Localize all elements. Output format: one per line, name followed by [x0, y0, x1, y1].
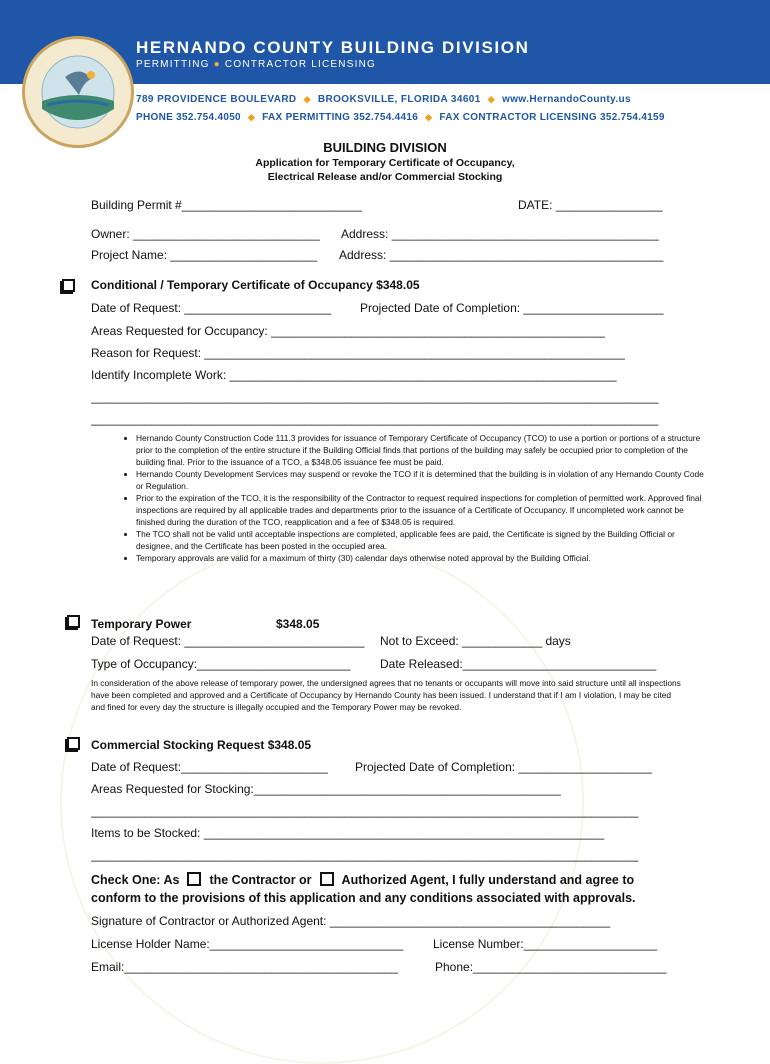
phone-number: PHONE 352.754.4050	[136, 112, 241, 123]
authorized-agent-checkbox[interactable]	[320, 872, 334, 886]
phone-field[interactable]: Phone:_____________________________	[435, 960, 667, 974]
stocking-projected-completion-field[interactable]: Projected Date of Completion: ____________________	[355, 760, 652, 774]
address-line	[136, 94, 631, 105]
project-name-field[interactable]: Project Name: ______________________	[91, 248, 318, 262]
license-holder-field[interactable]: License Holder Name:_____________________________	[91, 937, 404, 951]
fax-contractor: FAX CONTRACTOR LICENSING 352.754.4159	[439, 112, 665, 123]
check-one-label: Check One: As	[91, 873, 180, 887]
temporary-power-title: Temporary Power	[91, 617, 192, 631]
email-field[interactable]: Email:_________________________________________	[91, 960, 398, 974]
diamond-icon: ◆	[425, 112, 433, 122]
county-seal	[22, 36, 134, 148]
power-date-of-request-field[interactable]: Date of Request: ___________________________	[91, 634, 365, 648]
tco-reason-field[interactable]: Reason for Request: _______________________________________________________________	[91, 346, 625, 360]
temporary-power-fee: $348.05	[276, 617, 320, 631]
signature-field[interactable]: Signature of Contractor or Authorized Agent: __________________________________________	[91, 914, 611, 928]
tco-section-title: Conditional / Temporary Certificate of Occupancy $348.05	[91, 278, 420, 292]
diamond-icon: ◆	[247, 112, 256, 122]
subtitle-licensing: CONTRACTOR LICENSING	[224, 59, 376, 70]
power-not-to-exceed-field[interactable]: Not to Exceed: ____________ days	[380, 634, 571, 648]
owner-field[interactable]: Owner: ____________________________	[91, 227, 320, 241]
diamond-icon: ◆	[303, 94, 311, 104]
tco-areas-field[interactable]: Areas Requested for Occupancy: __________________________________________________	[91, 324, 605, 338]
document-subheading-1: Application for Temporary Certificate of Occupancy,	[255, 157, 515, 169]
tco-checkbox[interactable]	[62, 279, 75, 292]
date-field[interactable]: DATE: ________________	[518, 198, 663, 212]
agent-label: Authorized Agent, I fully understand and agree to	[341, 873, 635, 887]
agreement-line-2: conform to the provisions of this application and any conditions associated with approvals.	[91, 891, 636, 905]
city-address: BROOKSVILLE, FLORIDA 34601	[317, 94, 481, 105]
date-released-field[interactable]: Date Released:_____________________________	[380, 657, 657, 671]
project-address-field[interactable]: Address: _________________________________________	[339, 248, 664, 262]
stocking-date-of-request-field[interactable]: Date of Request:______________________	[91, 760, 328, 774]
org-subtitle	[136, 59, 376, 70]
tco-blank-line[interactable]: _____________________________________________________________________________________	[91, 412, 659, 426]
document-subheading-2: Electrical Release and/or Commercial Stocking	[267, 171, 503, 183]
commercial-stocking-title: Commercial Stocking Request $348.05	[91, 738, 312, 752]
tco-projected-completion-field[interactable]: Projected Date of Completion: _____________________	[360, 301, 664, 315]
tco-blank-line[interactable]: _____________________________________________________________________________________	[91, 390, 659, 404]
temporary-power-checkbox[interactable]	[67, 615, 80, 628]
subtitle-permitting: PERMITTING	[136, 59, 210, 70]
phone-line	[136, 112, 665, 123]
diamond-icon: ◆	[487, 94, 496, 104]
website-link[interactable]: www.HernandoCounty.us	[502, 94, 632, 105]
bullet-dot-icon: ●	[213, 59, 221, 70]
type-of-occupancy-field[interactable]: Type of Occupancy:_______________________	[91, 657, 351, 671]
building-permit-field[interactable]: Building Permit #___________________________	[91, 198, 362, 212]
seal-graphic	[25, 39, 131, 145]
owner-address-field[interactable]: Address: ________________________________________	[341, 227, 659, 241]
tco-conditions-list	[108, 432, 708, 564]
stocking-areas-field[interactable]: Areas Requested for Stocking:______________________________________________	[91, 782, 561, 796]
stocking-blank-line[interactable]: __________________________________________________________________________________	[91, 848, 639, 862]
temporary-power-agreement: In consideration of the above release of temporary power, the undersigned agrees that no tenants or occupants will move into said structure until all inspections have been completed and approved and a Certificate of Occupancy by Hernando County has been issued. I understand that if I am I violation, I may be cited and fined for every day the structure is illegally occupied and the Temporary Power may be revoked.	[91, 678, 681, 712]
list-item: • Hernando County Development Services may suspend or revoke the TCO if it is determined that the building is in violation of any Hernando County Code or Regulation.	[136, 468, 708, 492]
list-item: • Hernando County Construction Code 111.3 provides for issuance of Temporary Certificate of Occupancy (TCO) to use a portion or portions of a structure prior to the completion of the entire structure if the Building Official finds that portions of the building may safely be occupied prior to completion of the building final. Prior to the issuance of a TCO, a $348.05 issuance fee must be paid.	[136, 432, 708, 468]
list-item: • Temporary approvals are valid for a maximum of thirty (30) calendar days otherwise noted approval by the Building Official.	[136, 552, 708, 564]
tco-date-of-request-field[interactable]: Date of Request: ______________________	[91, 301, 332, 315]
license-number-field[interactable]: License Number:____________________	[433, 937, 658, 951]
commercial-stocking-checkbox[interactable]	[67, 737, 80, 750]
fax-permitting: FAX PERMITTING 352.754.4416	[262, 112, 419, 123]
list-item: • Prior to the expiration of the TCO, it is the responsibility of the Contractor to request required inspections for completion of permitted work. Approved final inspections are required by all applicable trades and departments prior to the issuance of a Certificate of Occupancy. If uncompleted work cannot be finished during the duration of the TCO, reapplication and a fee of $348.05 is required.	[136, 492, 708, 528]
document-heading: BUILDING DIVISION	[323, 140, 447, 155]
list-item: • The TCO shall not be valid until acceptable inspections are completed, applicable fees are paid, the Certificate is signed by the Building Official or designee, and the Certificate has been posted in the occupied area.	[136, 528, 708, 552]
contractor-label: the Contractor or	[209, 873, 312, 887]
street-address: 789 PROVIDENCE BOULEVARD	[136, 94, 297, 105]
items-to-be-stocked-field[interactable]: Items to be Stocked: ____________________________________________________________	[91, 826, 605, 840]
org-title: HERNANDO COUNTY BUILDING DIVISION	[136, 38, 530, 57]
agreement-statement	[91, 871, 681, 907]
tco-incomplete-work-field[interactable]: Identify Incomplete Work: __________________________________________________________	[91, 368, 617, 382]
stocking-blank-line[interactable]: __________________________________________________________________________________	[91, 804, 639, 818]
contractor-checkbox[interactable]	[187, 872, 201, 886]
